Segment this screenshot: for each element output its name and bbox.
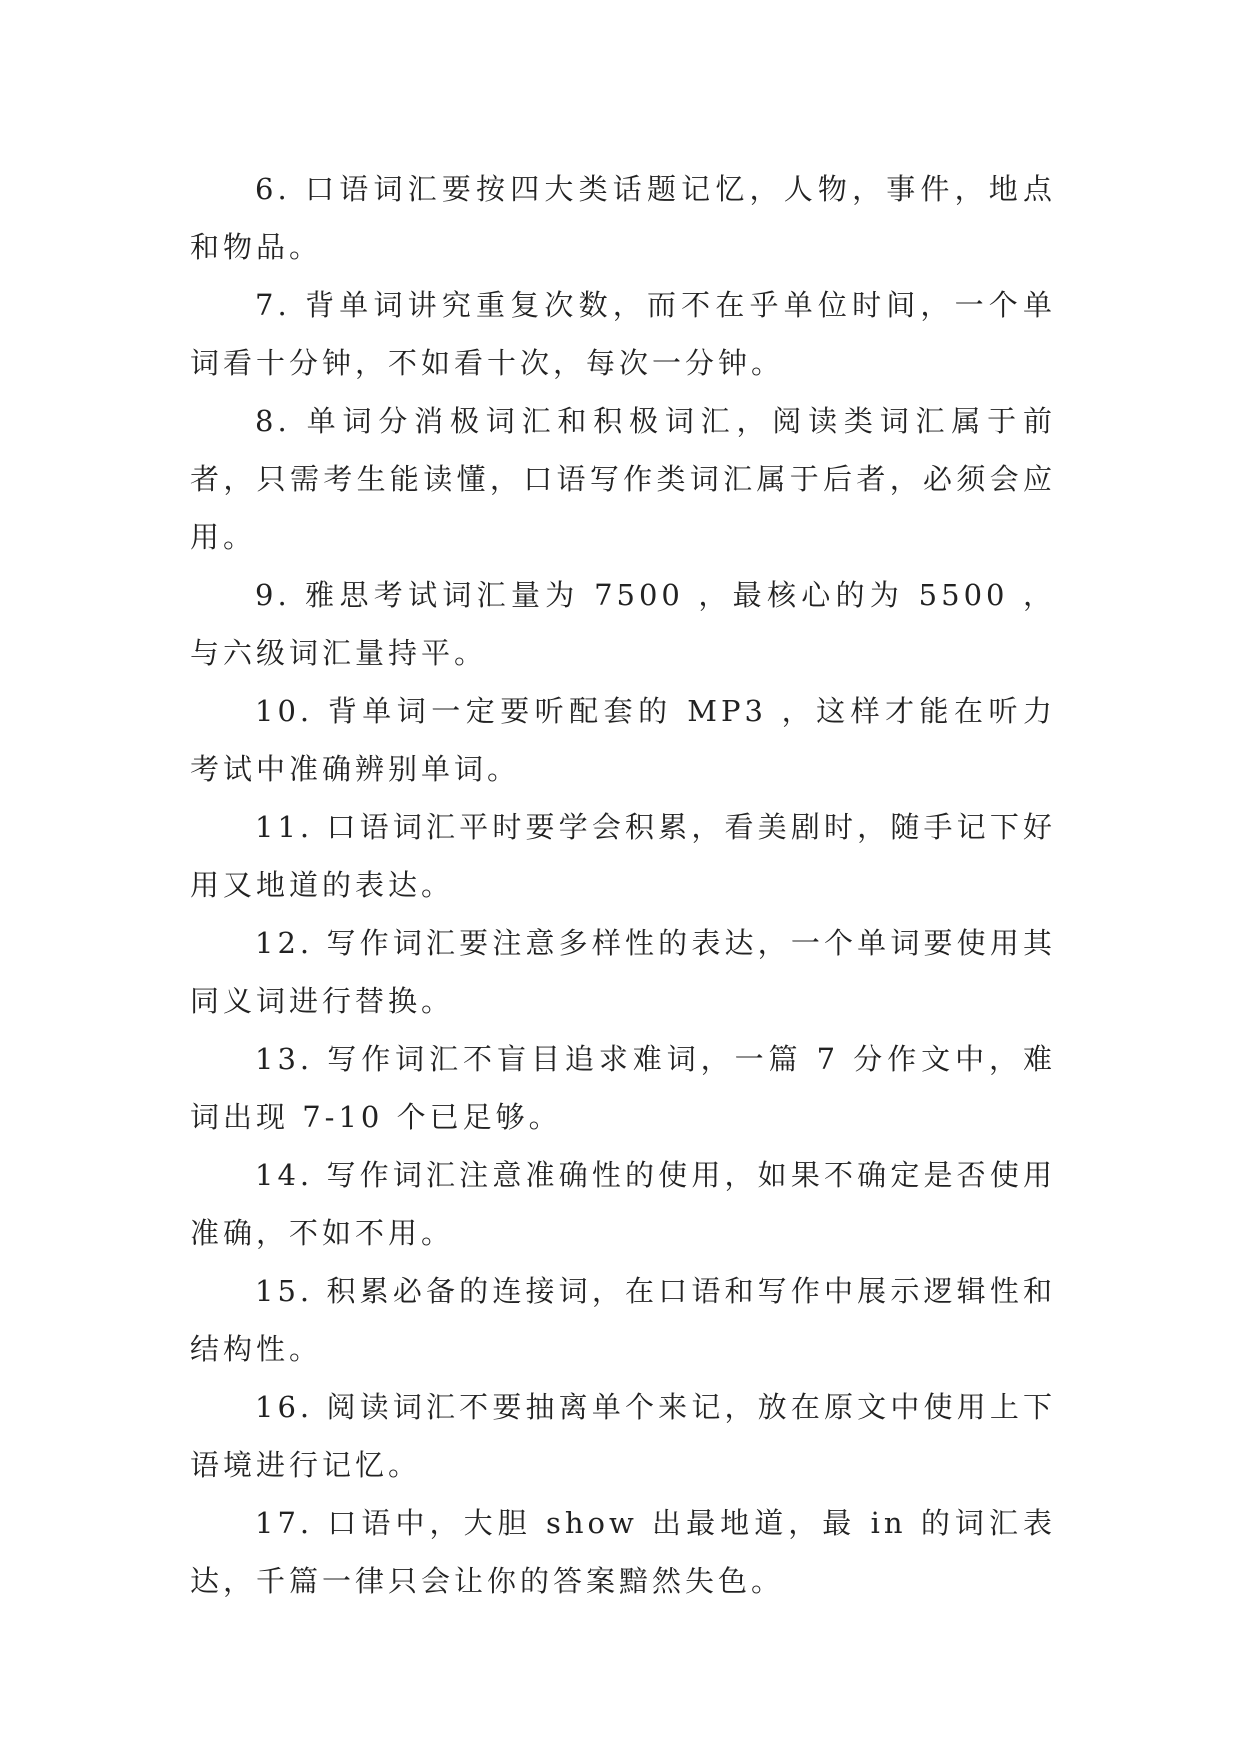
paragraph-9: 9. 雅思考试词汇量为 7500 ，最核心的为 5500 ，与六级词汇量持平。 bbox=[190, 578, 1056, 670]
paragraph-12: 12. 写作词汇要注意多样性的表达，一个单词要使用其同义词进行替换。 bbox=[190, 926, 1056, 1018]
document-body bbox=[190, 160, 1056, 1610]
paragraph-14: 14. 写作词汇注意准确性的使用，如果不确定是否使用准确，不如不用。 bbox=[190, 1158, 1056, 1250]
paragraph-7: 7. 背单词讲究重复次数，而不在乎单位时间，一个单词看十分钟，不如看十次，每次一分钟。 bbox=[190, 288, 1056, 380]
paragraph-15: 15. 积累必备的连接词，在口语和写作中展示逻辑性和结构性。 bbox=[190, 1274, 1056, 1366]
paragraph-6: 6. 口语词汇要按四大类话题记忆，人物，事件，地点和物品。 bbox=[190, 172, 1056, 264]
paragraph-11: 11. 口语词汇平时要学会积累，看美剧时，随手记下好用又地道的表达。 bbox=[190, 810, 1056, 902]
paragraph-17: 17. 口语中，大胆 show 出最地道，最 in 的词汇表达，千篇一律只会让你的答案黯然失色。 bbox=[190, 1506, 1056, 1598]
paragraph-10: 10. 背单词一定要听配套的 MP3 ，这样才能在听力考试中准确辨别单词。 bbox=[190, 694, 1056, 786]
paragraph-13: 13. 写作词汇不盲目追求难词，一篇 7 分作文中，难词出现 7-10 个已足够。 bbox=[190, 1042, 1056, 1134]
paragraph-8: 8. 单词分消极词汇和积极词汇，阅读类词汇属于前者，只需考生能读懂，口语写作类词汇属于后者，必须会应用。 bbox=[190, 404, 1056, 554]
paragraph-16: 16. 阅读词汇不要抽离单个来记，放在原文中使用上下语境进行记忆。 bbox=[190, 1390, 1056, 1482]
